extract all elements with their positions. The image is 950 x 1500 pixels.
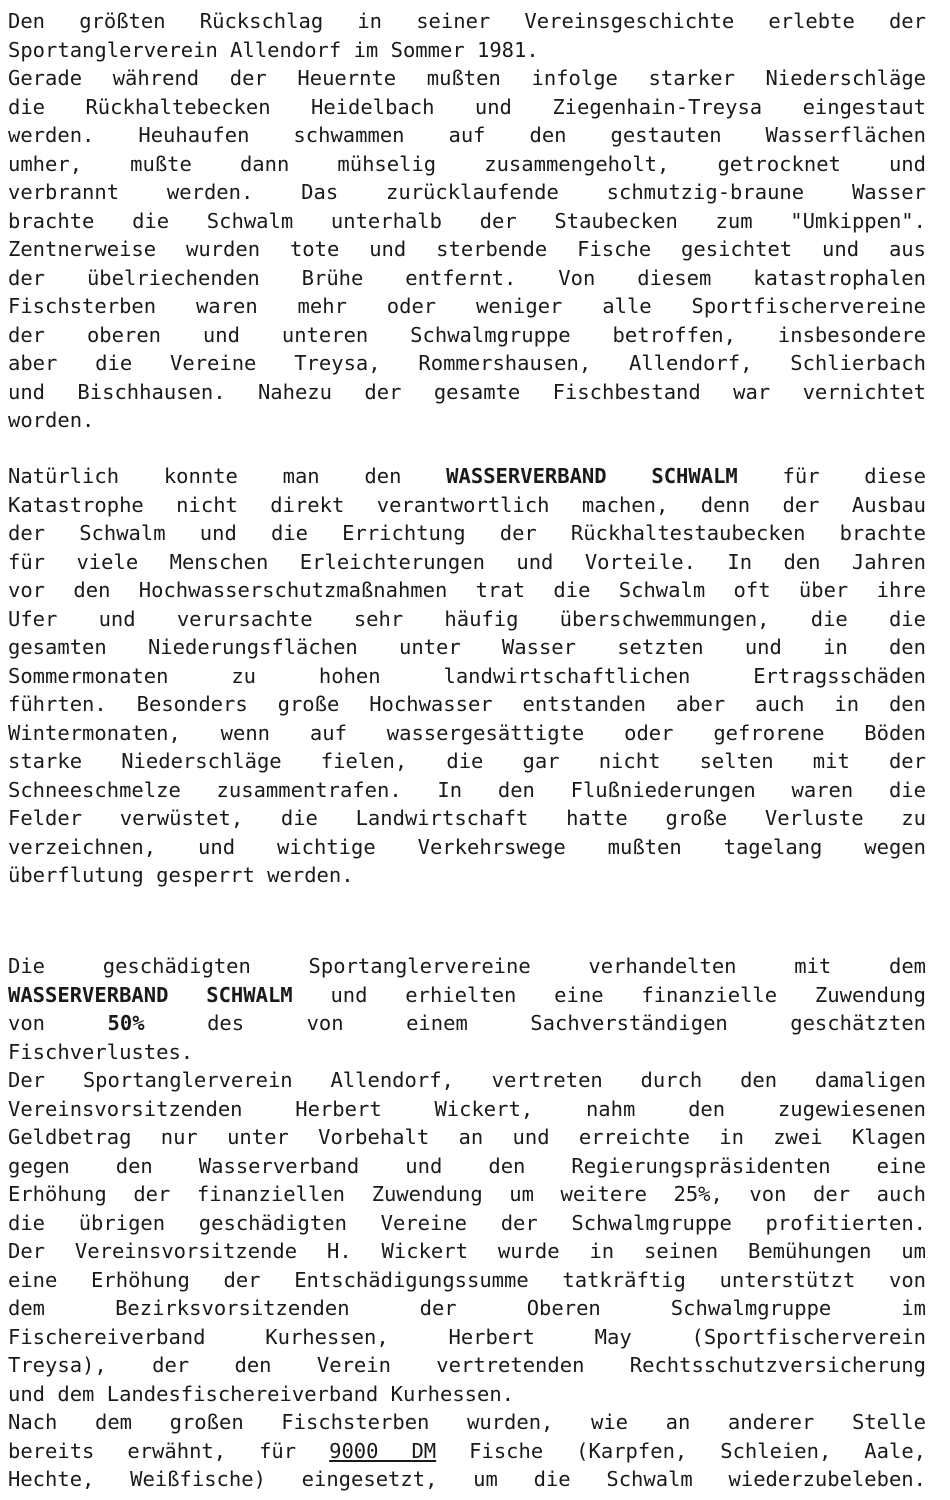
text-line: aber die Vereine Treysa, Rommershausen, Allendorf, Schlierbach (8, 351, 926, 375)
text-line: Fischereiverband Kurhessen, Herbert May (Sportfischerverein (8, 1324, 926, 1349)
text-line: umher, mußte dann mühselig zusammengeholt, getrocknet und (8, 151, 926, 176)
text-line: worden. (8, 408, 95, 432)
text-line: der übelriechenden Brühe entfernt. Von diesem katastrophalen (8, 265, 926, 290)
text-line: gesamten Niederungsflächen unter Wasser setzten und in den (8, 635, 926, 659)
text-line: Fischsterben waren mehr oder weniger alle Sportfischervereine (8, 294, 926, 318)
text-line: werden. Heuhaufen schwammen auf den gestauten Wasserflächen (8, 123, 926, 147)
text-line: Nach dem großen Fischsterben wurden, wie an anderer Stelle (8, 1410, 926, 1434)
amount-value: 9000 DM (329, 1438, 437, 1463)
text-line (8, 462, 926, 491)
text-line: Der Vereinsvorsitzende H. Wickert wurde in seinen Bemühungen um (8, 1239, 926, 1263)
text-line: Sportanglerverein Allendorf im Sommer 1981. (8, 37, 539, 62)
text-line: Ufer und verursachte sehr häufig überschwemmungen, die die (8, 606, 926, 631)
text-line: die übrigen geschädigten Vereine der Schwalmgruppe profitierten. (8, 1210, 926, 1235)
text-line: Vereinsvorsitzenden Herbert Wickert, nahm den zugewiesenen (8, 1096, 926, 1121)
paragraph-1 (8, 7, 926, 435)
text-line: Schneeschmelze zusammentrafen. In den Flußniederungen waren die (8, 777, 926, 802)
text-line: vor den Hochwasserschutzmaßnahmen trat die Schwalm oft über ihre (8, 578, 926, 602)
text-line: verbrannt werden. Das zurücklaufende schmutzig-braune Wasser (8, 180, 926, 204)
text-line: Katastrophe nicht direkt verantwortlich machen, denn der Ausbau (8, 492, 926, 517)
percentage-value: 50% (107, 1011, 145, 1035)
organization-name: WASSERVERBAND SCHWALM (446, 464, 738, 488)
text-line: Erhöhung der finanziellen Zuwendung um weitere 25%, von der auch (8, 1182, 926, 1206)
text-line: Hechte, Weißfische) eingesetzt, um die Schwalm wiederzubeleben. (8, 1467, 926, 1491)
organization-name: WASSERVERBAND SCHWALM (8, 982, 293, 1007)
text-line: verzeichnen, und wichtige Verkehrswege mußten tagelang wegen (8, 834, 926, 859)
text-line: führten. Besonders große Hochwasser entstanden aber auch in den (8, 692, 926, 716)
text-run: und erhielten eine finanzielle Zuwendung (330, 982, 926, 1007)
text-run: Fische (Karpfen, Schleien, Aale, (469, 1438, 926, 1463)
text-line: dem Bezirksvorsitzenden der Oberen Schwalmgruppe im (8, 1296, 926, 1320)
text-line (8, 981, 926, 1010)
text-line: für viele Menschen Erleichterungen und Vorteile. In den Jahren (8, 549, 926, 574)
text-line: Sommermonaten zu hohen landwirtschaftlichen Ertragsschäden (8, 663, 926, 688)
text-line: Zentnerweise wurden tote und sterbende Fische gesichtet und aus (8, 237, 926, 261)
text-run: von (8, 1011, 46, 1035)
text-line: und Bischhausen. Nahezu der gesamte Fischbestand war vernichtet (8, 379, 926, 404)
text-line: der oberen und unteren Schwalmgruppe betroffen, insbesondere (8, 322, 926, 347)
paragraph-2 (8, 462, 926, 890)
text-run: bereits erwähnt, für (8, 1438, 297, 1463)
text-line: überflutung gesperrt werden. (8, 863, 354, 887)
text-line (8, 1009, 926, 1038)
text-line: starke Niederschläge fielen, die gar nicht selten mit der (8, 749, 926, 773)
text-line: Fischverlustes. (8, 1039, 194, 1064)
text-line: Gerade während der Heuernte mußten infolge starker Niederschläge (8, 66, 926, 90)
text-run: für diese (782, 464, 926, 488)
text-run: Natürlich konnte man den (8, 464, 402, 488)
text-line: Der Sportanglerverein Allendorf, vertreten durch den damaligen (8, 1068, 926, 1092)
text-line: Die geschädigten Sportanglervereine verhandelten mit dem (8, 954, 926, 978)
text-line: Den größten Rückschlag in seiner Vereinsgeschichte erlebte der (8, 9, 926, 33)
text-line: der Schwalm und die Errichtung der Rückhaltestaubecken brachte (8, 521, 926, 545)
text-line: Treysa), der den Verein vertretenden Rechtsschutzversicherung (8, 1353, 926, 1377)
text-line: Felder verwüstet, die Landwirtschaft hatte große Verluste zu (8, 806, 926, 830)
text-line: Wintermonaten, wenn auf wassergesättigte oder gefrorene Böden (8, 720, 926, 745)
text-line: gegen den Wasserverband und den Regierungspräsidenten eine (8, 1153, 926, 1178)
paragraph-3 (8, 952, 926, 1494)
text-line: die Rückhaltebecken Heidelbach und Ziegenhain-Treysa eingestaut (8, 94, 926, 119)
text-line: Geldbetrag nur unter Vorbehalt an und erreichte in zwei Klagen (8, 1125, 926, 1149)
text-line (8, 1437, 926, 1466)
text-line: eine Erhöhung der Entschädigungssumme tatkräftig unterstützt von (8, 1267, 926, 1292)
text-line: und dem Landesfischereiverband Kurhessen. (8, 1381, 515, 1406)
text-run: des von einem Sachverständigen geschätzten (207, 1011, 926, 1035)
text-line: brachte die Schwalm unterhalb der Staubecken zum "Umkippen". (8, 208, 926, 233)
